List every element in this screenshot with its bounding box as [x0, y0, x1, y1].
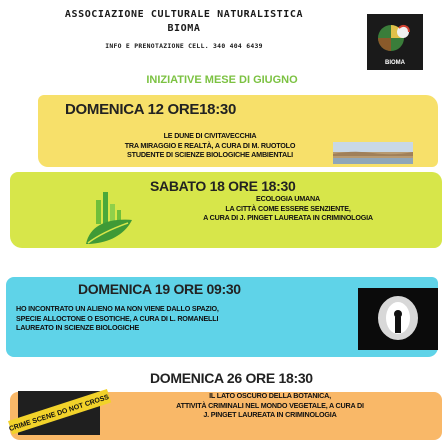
- event-1-description: [70, 131, 350, 160]
- bioma-logo-icon: [367, 14, 423, 70]
- event-1-line-3: STUDENTE DI SCIENZE BIOLOGICHE AMBIENTALI: [127, 150, 293, 159]
- event-4-line-3: J. PINGET LAUREATA IN CRIMINOLOGIA: [203, 410, 337, 419]
- logo-text: BIOMA: [385, 60, 405, 66]
- event-1-line-2: TRA MIRAGGIO E REALTÀ, A CURA DI M. RUOTOLO: [124, 140, 296, 150]
- event-2-description: [148, 194, 428, 223]
- contact-info: INFO E PRENOTAZIONE CELL. 340 404 6439: [105, 42, 263, 50]
- event-4-line-1: IL LATO OSCURO DELLA BOTANICA,: [209, 391, 331, 400]
- event-4-line-2: ATTIVITÀ CRIMINALI NEL MONDO VEGETALE, A CURA DI: [176, 400, 364, 410]
- event-3-line-2: SPECIE ALLOCTONE O ESOTICHE, A CURA DI L. ROMANELLI: [16, 313, 219, 323]
- event-2-line-2: LA CITTÀ COME ESSERE SENZIENTE,: [225, 203, 351, 213]
- crime-scene-tape-photo: [8, 391, 110, 435]
- event-1-line-1: LE DUNE DI CIVITAVECCHIA: [163, 131, 257, 140]
- event-2-line-1: ECOLOGIA UMANA: [255, 194, 320, 203]
- dunes-photo: [333, 142, 413, 164]
- event-3-line-3: LAUREATO IN SCIENZE BIOLOGICHE: [16, 323, 140, 332]
- event-4-description: [110, 391, 430, 420]
- eco-city-leaf-icon: [80, 188, 136, 248]
- month-title: INIZIATIVE MESE DI GIUGNO: [146, 74, 298, 86]
- org-name-line2: BIOMA: [167, 23, 201, 34]
- event-2-line-3: A CURA DI J. PINGET LAUREATA IN CRIMINOLOGIA: [203, 213, 373, 222]
- event-1-title: DOMENICA 12 ORE18:30: [65, 101, 236, 118]
- bioma-logo: [367, 14, 423, 70]
- event-3-line-1: HO INCONTRATO UN ALIENO MA NON VIENE DALLO SPAZIO,: [16, 304, 219, 313]
- event-3-description: [16, 304, 346, 333]
- alien-silhouette-photo: [358, 288, 438, 350]
- event-3-title: DOMENICA 19 ORE 09:30: [78, 281, 241, 297]
- event-4-title: DOMENICA 26 ORE 18:30: [150, 370, 313, 386]
- org-name-line1: ASSOCIAZIONE CULTURALE NATURALISTICA: [64, 9, 304, 20]
- tape-text: CRIME SCENE DO NOT CROSS: [8, 393, 110, 433]
- event-2-title: SABATO 18 ORE 18:30: [150, 178, 296, 194]
